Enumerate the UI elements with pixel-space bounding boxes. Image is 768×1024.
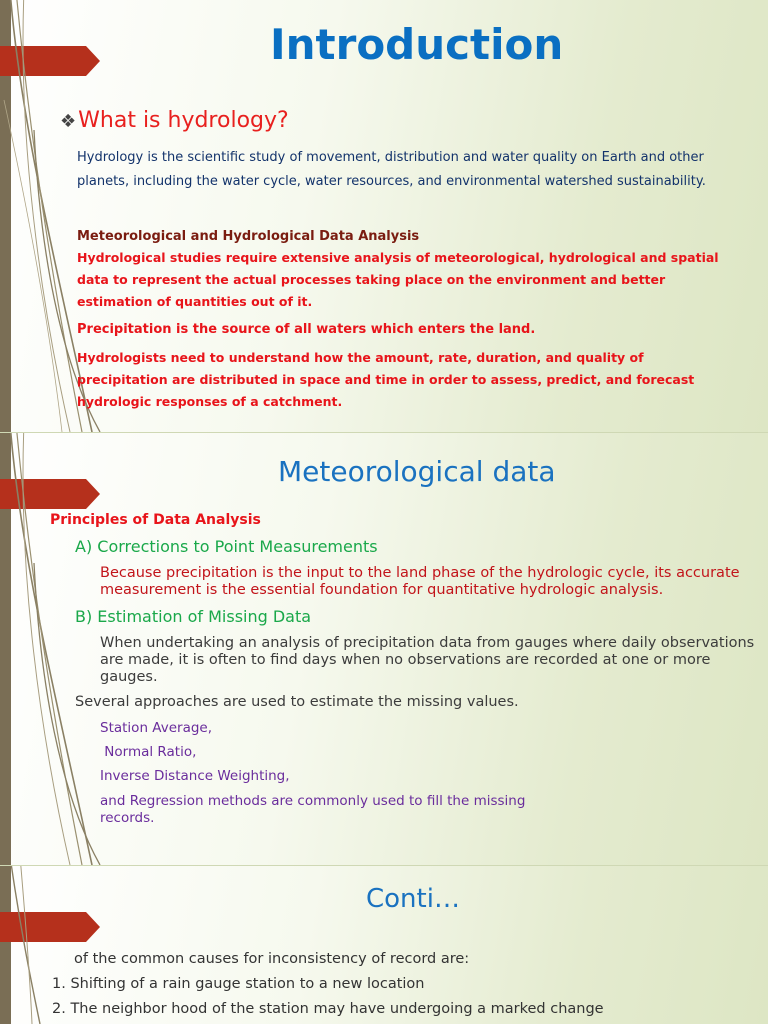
slide-introduction: [0, 0, 768, 432]
slide-title: Introduction: [270, 20, 564, 69]
principles-heading: Principles of Data Analysis: [50, 512, 261, 528]
diamond-bullet-icon: ❖: [60, 111, 77, 132]
hydrologists-text: Hydrologists need to understand how the amount, rate, duration, and quality of precipitation are distributed in space and time in order to assess, predict, and forecast hydrologic responses of a catchment.: [77, 350, 695, 409]
method-item: and Regression methods are commonly used to fill the missing records.: [100, 793, 526, 826]
corrections-text: Because precipitation is the input to the land phase of the hydrologic cycle, its accurate measurement is the essential foundation for quantitative hydrologic analysis.: [100, 565, 740, 598]
section-heading: [60, 108, 289, 133]
heading-text: What is hydrology?: [78, 108, 289, 133]
title-arrow-decoration: [0, 46, 100, 76]
cause-item: 2. The neighbor hood of the station may have undergoing a marked change: [52, 1001, 604, 1017]
missing-data-text: When undertaking an analysis of precipitation data from gauges where daily observations are made, it is often to find days when no observations are recorded at one or more gauges.: [100, 635, 755, 685]
slide-continued: [0, 866, 768, 1024]
left-accent-bar: [0, 866, 11, 1024]
method-item: Inverse Distance Weighting,: [100, 768, 290, 784]
data-analysis-text: Hydrological studies require extensive analysis of meteorological, hydrological and spatial data to represent the actual processes taking place on the environment and better estimation of quantities out of it.: [77, 250, 719, 309]
cause-item: 1. Shifting of a rain gauge station to a new location: [52, 976, 425, 992]
method-item: Station Average,: [100, 720, 213, 736]
missing-data-heading: B) Estimation of Missing Data: [75, 607, 312, 626]
subheading-data-analysis: Meteorological and Hydrological Data Analysis: [77, 229, 420, 244]
title-arrow-decoration: [0, 912, 100, 942]
hydrology-definition: Hydrology is the scientific study of movement, distribution and water quality on Earth and other planets, including the water cycle, water resources, and environmental watershed sustainability.: [77, 150, 706, 189]
causes-intro: of the common causes for inconsistency of record are:: [74, 951, 470, 967]
approaches-text: Several approaches are used to estimate the missing values.: [75, 694, 519, 710]
title-arrow-decoration: [0, 479, 100, 509]
method-item: Normal Ratio,: [100, 744, 197, 760]
slide-title: Meteorological data: [278, 455, 556, 488]
slide-meteorological-data: [0, 433, 768, 865]
slide-title: Conti…: [366, 884, 460, 914]
precipitation-source-text: Precipitation is the source of all waters which enters the land.: [77, 322, 536, 337]
corrections-heading: A) Corrections to Point Measurements: [75, 537, 378, 556]
